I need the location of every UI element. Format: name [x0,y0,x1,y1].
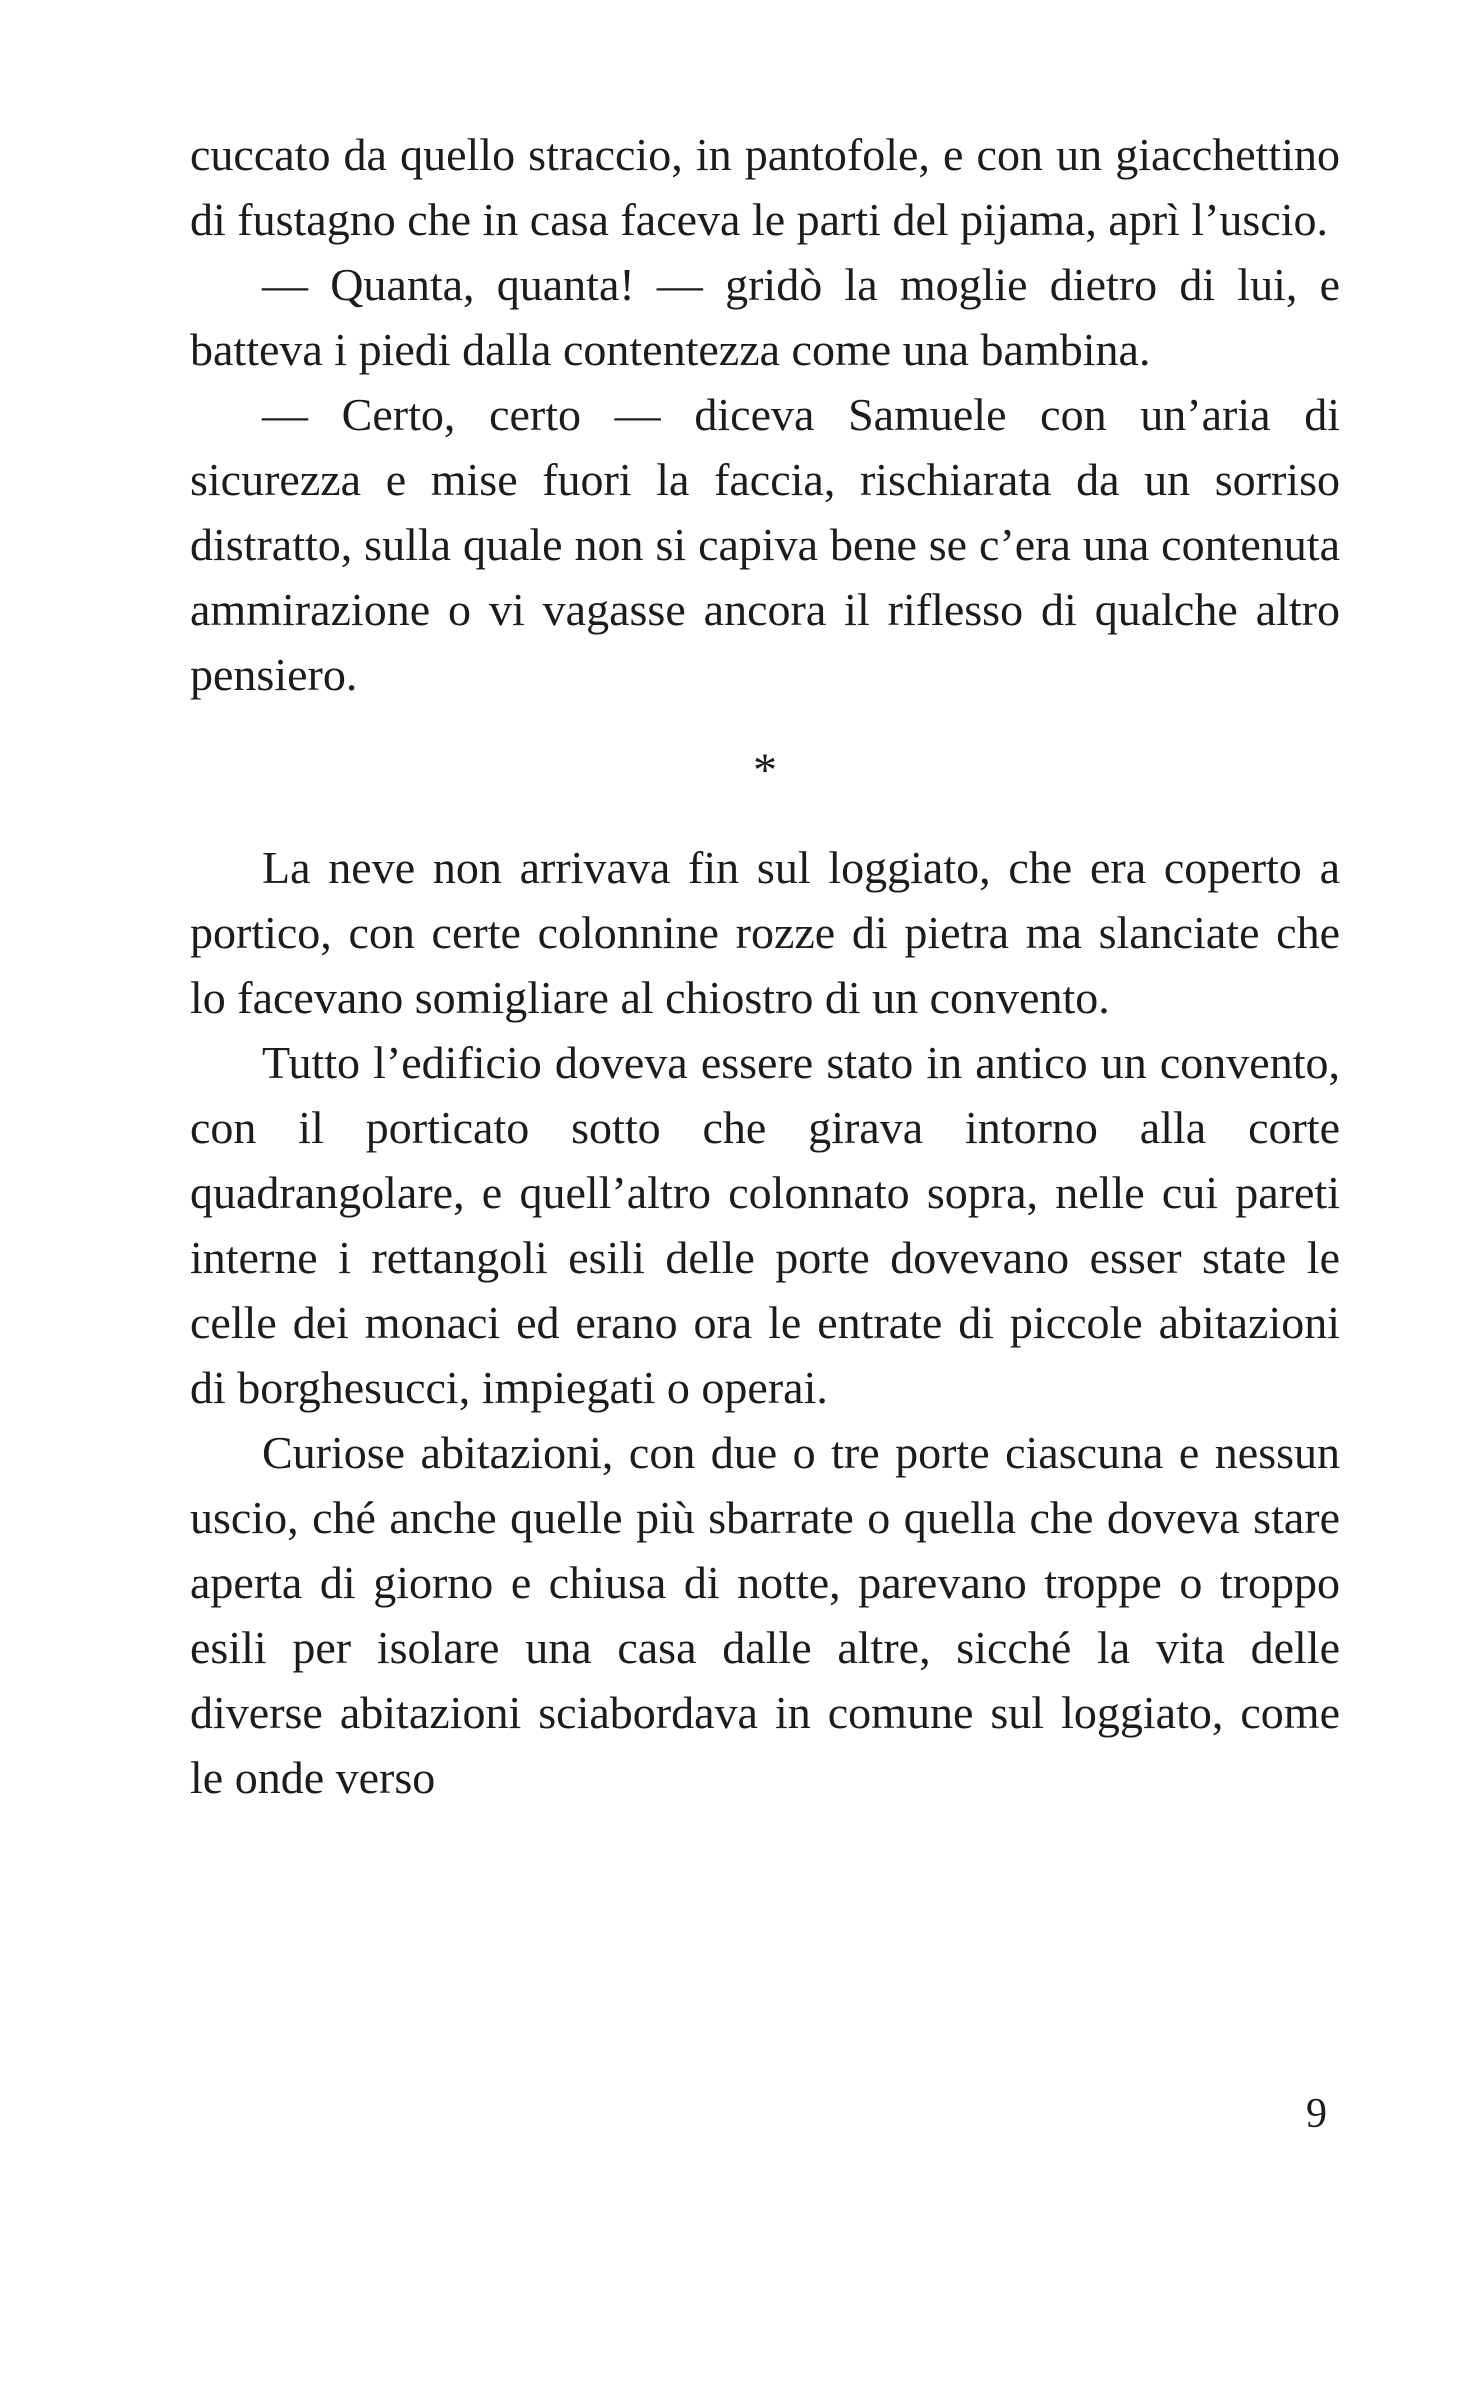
page-number: 9 [1306,2091,1327,2137]
paragraph-opening: cuccato da quello straccio, in pantofole, e con un giacchettino di fustagno che in casa faceva le parti del pijama, aprì l’uscio. [190,129,1340,245]
paragraph-edificio: Tutto l’edificio doveva essere stato in antico un convento, con il porticato sotto che girava intorno alla corte quadrangolare, e quell’altro colonnato sopra, nelle cui pareti interne i rettangoli esili delle porte dovevano esser state le celle dei monaci ed erano ora le entrate di piccole abitazioni di borghesucci, impiegati o operai. [190,1037,1340,1413]
section-break-asterisk: * [753,744,777,797]
paragraph-certo: — Certo, certo — diceva Samuele con un’aria di sicurezza e mise fuori la faccia, rischiarata da un sorriso distratto, sulla quale non si capiva bene se c’era una contenuta ammirazione o vi vagasse ancora il riflesso di qualche altro pensiero. [190,389,1340,700]
page-body [190,122,1340,1810]
paragraph-abitazioni: Curiose abitazioni, con due o tre porte ciascuna e nessun uscio, ché anche quelle più sbarrate o quella che doveva stare aperta di giorno e chiusa di notte, parevano troppe o troppo esili per isolare una casa dalle altre, sicché la vita delle diverse abitazioni sciabordava in comune sul loggiato, come le onde verso [190,1427,1340,1803]
paragraph-neve: La neve non arrivava fin sul loggiato, che era coperto a portico, con certe colonnine rozze di pietra ma slanciate che lo facevano somigliare al chiostro di un convento. [190,842,1340,1023]
paragraph-quanta: — Quanta, quanta! — gridò la moglie dietro di lui, e batteva i piedi dalla contentezza come una bambina. [190,259,1340,375]
